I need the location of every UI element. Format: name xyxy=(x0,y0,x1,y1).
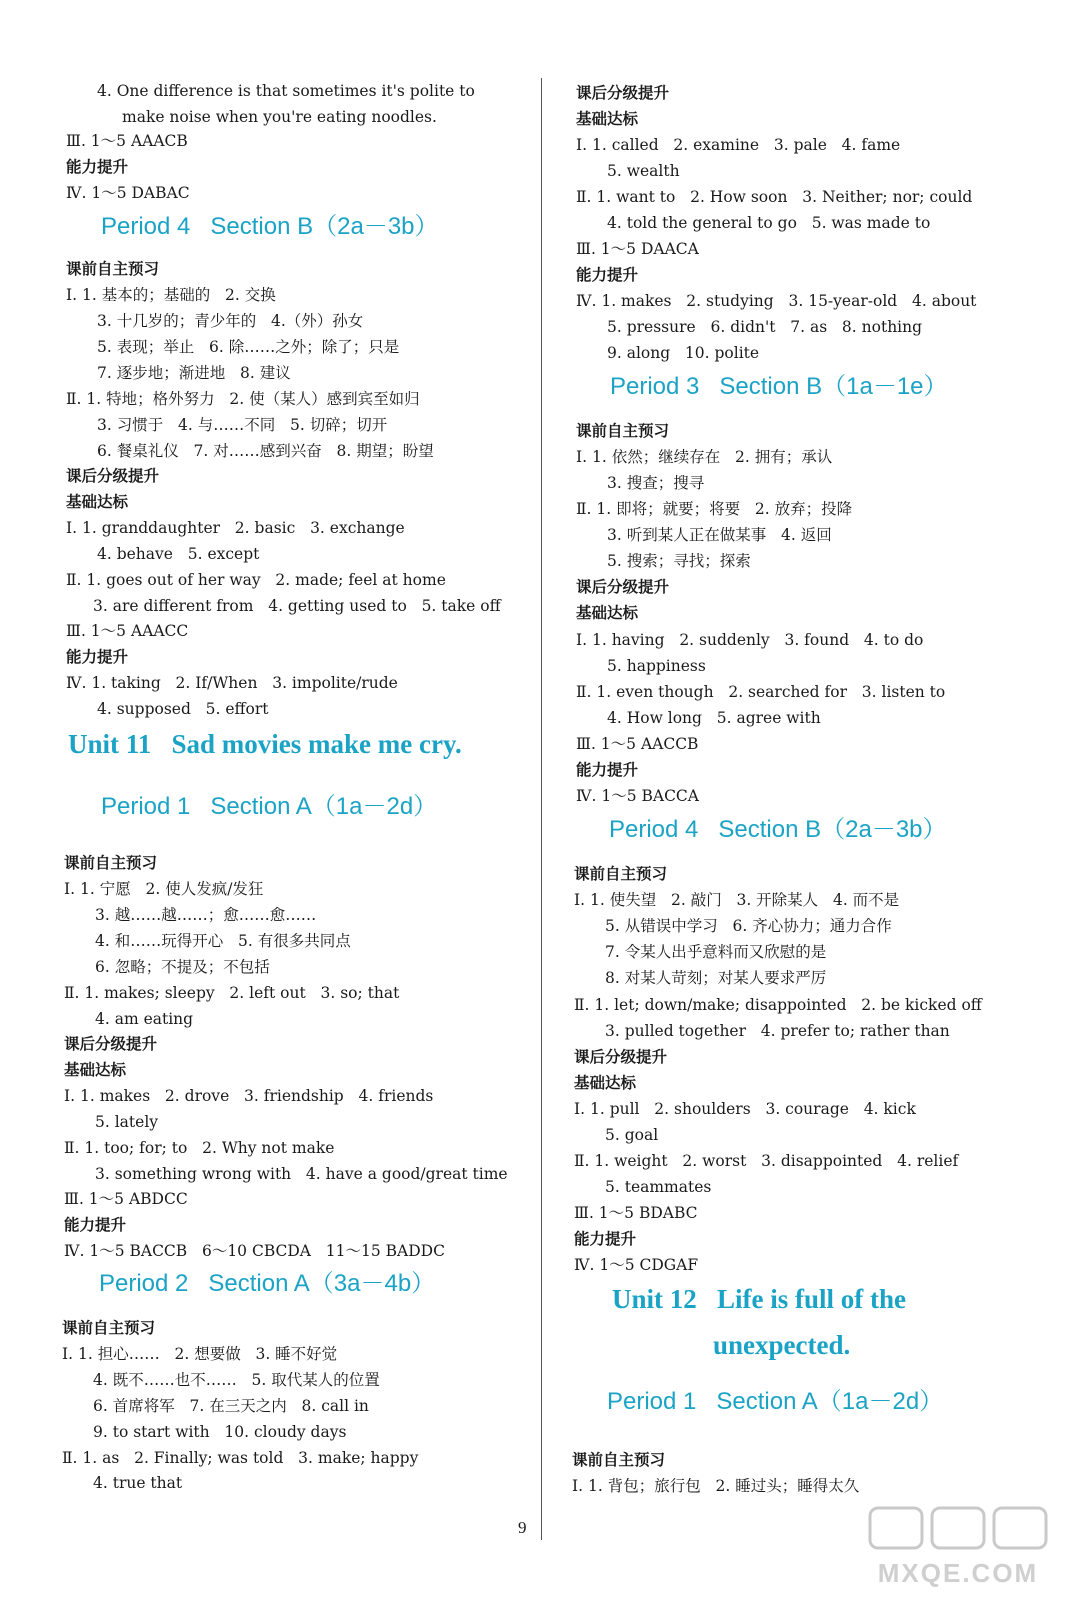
right-answer-line: Ⅲ. 1～5 BDABC xyxy=(574,1204,698,1222)
column-divider xyxy=(541,78,542,1540)
left-answer-line: Ⅱ. 1. 特地；格外努力 2. 使（某人）感到宾至如归 xyxy=(66,390,420,408)
left-answer-line: 3. 越……越……；愈……愈…… xyxy=(95,906,317,924)
right-answer-line: Ⅱ. 1. 即将；就要；将要 2. 放弃；投降 xyxy=(576,500,853,518)
left-answer-line: Ⅰ. 1. 担心…… 2. 想要做 3. 睡不好觉 xyxy=(62,1345,338,1363)
right-answer-line: 8. 对某人苛刻；对某人要求严厉 xyxy=(605,969,827,987)
left-period-title: Period 2 Section A（3a－4b） xyxy=(99,1270,436,1297)
left-answer-line: 4. behave 5. except xyxy=(97,545,260,563)
watermark-text: MXQE.COM xyxy=(877,1558,1039,1588)
left-answer-line: 7. 逐步地；渐进地 8. 建议 xyxy=(97,364,291,382)
watermark-logo xyxy=(860,1502,1056,1592)
left-answer-line: 4. 和……玩得开心 5. 有很多共同点 xyxy=(95,932,351,950)
left-section-heading: 能力提升 xyxy=(66,648,129,666)
right-answer-line: Ⅰ. 1. 依然；继续存在 2. 拥有；承认 xyxy=(576,448,833,466)
right-answer-line: Ⅰ. 1. called 2. examine 3. pale 4. fame xyxy=(576,136,901,154)
right-answer-line: 5. 搜索；寻找；探索 xyxy=(607,552,751,570)
right-answer-line: 9. along 10. polite xyxy=(607,344,760,362)
right-answer-line: 5. pressure 6. didn't 7. as 8. nothing xyxy=(607,318,923,336)
right-answer-line: 4. How long 5. agree with xyxy=(607,709,821,727)
right-section-heading: 能力提升 xyxy=(574,1230,637,1248)
left-answer-line: Ⅲ. 1～5 AAACB xyxy=(66,132,188,150)
left-answer-line: 4. true that xyxy=(93,1474,183,1492)
right-answer-line: Ⅰ. 1. 使失望 2. 敲门 3. 开除某人 4. 而不是 xyxy=(574,891,900,909)
right-section-heading: 基础达标 xyxy=(576,110,639,128)
left-unit-title: Unit 11 Sad movies make me cry. xyxy=(68,729,462,759)
left-answer-line: 3. something wrong with 4. have a good/great time xyxy=(95,1165,508,1183)
right-answer-line: 5. happiness xyxy=(607,657,706,675)
left-answer-line: 4. am eating xyxy=(95,1010,194,1028)
right-answer-line: 3. pulled together 4. prefer to; rather than xyxy=(605,1022,950,1040)
right-section-heading: 课前自主预习 xyxy=(574,865,668,883)
left-answer-line: 3. are different from 4. getting used to 5. take off xyxy=(93,597,501,615)
right-unit-title: Unit 12 Life is full of the xyxy=(612,1284,906,1314)
left-section-heading: 能力提升 xyxy=(66,158,129,176)
right-answer-line: Ⅱ. 1. weight 2. worst 3. disappointed 4. relief xyxy=(574,1152,959,1170)
right-period-title: Period 4 Section B（2a－3b） xyxy=(609,816,947,843)
right-answer-line: 5. 从错误中学习 6. 齐心协力；通力合作 xyxy=(605,917,892,935)
left-answer-line: Ⅱ. 1. too; for; to 2. Why not make xyxy=(64,1139,335,1157)
right-period-title: Period 1 Section A（1a－2d） xyxy=(607,1388,944,1415)
right-section-heading: 基础达标 xyxy=(574,1074,637,1092)
left-answer-line: Ⅰ. 1. granddaughter 2. basic 3. exchange xyxy=(66,519,405,537)
left-section-heading: 课后分级提升 xyxy=(64,1035,158,1053)
left-answer-line: 3. 习惯于 4. 与……不同 5. 切碎；切开 xyxy=(97,416,388,434)
page-number: 9 xyxy=(518,1518,527,1537)
right-answer-line: 7. 令某人出乎意料而又欣慰的是 xyxy=(605,943,827,961)
right-section-heading: 课后分级提升 xyxy=(576,84,670,102)
right-answer-line: 5. goal xyxy=(605,1126,659,1144)
right-section-heading: 能力提升 xyxy=(576,266,639,284)
left-section-heading: 课后分级提升 xyxy=(66,467,160,485)
left-answer-line: 6. 首席将军 7. 在三天之内 8. call in xyxy=(93,1397,369,1415)
left-answer-line: 6. 忽略；不提及；不包括 xyxy=(95,958,270,976)
left-section-heading: 课前自主预习 xyxy=(66,260,160,278)
right-answer-line: 3. 听到某人正在做某事 4. 返回 xyxy=(607,526,832,544)
right-answer-line: Ⅳ. 1. makes 2. studying 3. 15-year-old 4. about xyxy=(576,292,977,310)
left-section-heading: 能力提升 xyxy=(64,1216,127,1234)
left-period-title: Period 1 Section A（1a－2d） xyxy=(101,793,438,820)
right-answer-line: Ⅱ. 1. even though 2. searched for 3. listen to xyxy=(576,683,946,701)
right-answer-line: Ⅰ. 1. 背包；旅行包 2. 睡过头；睡得太久 xyxy=(572,1477,860,1495)
right-unit-title: unexpected. xyxy=(713,1330,851,1360)
right-period-title: Period 3 Section B（1a－1e） xyxy=(610,373,948,400)
right-section-heading: 课后分级提升 xyxy=(574,1048,668,1066)
right-answer-line: Ⅳ. 1～5 CDGAF xyxy=(574,1256,699,1274)
right-answer-line: 5. teammates xyxy=(605,1178,712,1196)
left-answer-line: Ⅱ. 1. makes; sleepy 2. left out 3. so; that xyxy=(64,984,400,1002)
left-answer-line: 4. 既不……也不…… 5. 取代某人的位置 xyxy=(93,1371,380,1389)
right-answer-line: Ⅲ. 1～5 AACCB xyxy=(576,735,699,753)
right-section-heading: 课后分级提升 xyxy=(576,578,670,596)
left-answer-line: Ⅳ. 1. taking 2. If/When 3. impolite/rude xyxy=(66,674,398,692)
right-answer-line: Ⅳ. 1～5 BACCA xyxy=(576,787,699,805)
left-period-title: Period 4 Section B（2a－3b） xyxy=(101,213,439,240)
right-answer-line: 3. 搜查；搜寻 xyxy=(607,474,705,492)
left-section-heading: 课前自主预习 xyxy=(62,1319,156,1337)
left-answer-line: 4. One difference is that sometimes it's polite to xyxy=(97,82,475,100)
left-answer-line: 9. to start with 10. cloudy days xyxy=(93,1423,347,1441)
left-section-heading: 基础达标 xyxy=(64,1061,127,1079)
right-section-heading: 基础达标 xyxy=(576,604,639,622)
left-answer-line: 6. 餐桌礼仪 7. 对……感到兴奋 8. 期望；盼望 xyxy=(97,442,434,460)
left-answer-line: Ⅳ. 1～5 DABAC xyxy=(66,184,190,202)
left-answer-line: Ⅰ. 1. makes 2. drove 3. friendship 4. friends xyxy=(64,1087,434,1105)
left-answer-line: Ⅳ. 1～5 BACCB 6～10 CBCDA 11～15 BADDC xyxy=(64,1242,445,1260)
left-section-heading: 基础达标 xyxy=(66,493,129,511)
left-answer-line: 3. 十几岁的；青少年的 4.（外）孙女 xyxy=(97,312,364,330)
right-section-heading: 能力提升 xyxy=(576,761,639,779)
left-section-heading: 课前自主预习 xyxy=(64,854,158,872)
left-answer-line: Ⅰ. 1. 宁愿 2. 使人发疯/发狂 xyxy=(64,880,264,898)
right-section-heading: 课前自主预习 xyxy=(572,1451,666,1469)
left-answer-line: Ⅲ. 1～5 ABDCC xyxy=(64,1190,188,1208)
right-answer-line: 5. wealth xyxy=(607,162,680,180)
left-answer-line: 5. lately xyxy=(95,1113,159,1131)
right-section-heading: 课前自主预习 xyxy=(576,422,670,440)
right-answer-line: Ⅰ. 1. pull 2. shoulders 3. courage 4. kick xyxy=(574,1100,916,1118)
right-answer-line: Ⅱ. 1. let; down/make; disappointed 2. be kicked off xyxy=(574,996,982,1014)
right-answer-line: 4. told the general to go 5. was made to xyxy=(607,214,931,232)
right-answer-line: Ⅱ. 1. want to 2. How soon 3. Neither; nor; could xyxy=(576,188,973,206)
left-answer-line: Ⅱ. 1. as 2. Finally; was told 3. make; happy xyxy=(62,1449,419,1467)
left-answer-line: 5. 表现；举止 6. 除……之外；除了；只是 xyxy=(97,338,400,356)
left-answer-line: Ⅱ. 1. goes out of her way 2. made; feel at home xyxy=(66,571,446,589)
left-answer-line: make noise when you're eating noodles. xyxy=(122,108,437,126)
left-answer-line: Ⅰ. 1. 基本的；基础的 2. 交换 xyxy=(66,286,276,304)
right-answer-line: Ⅰ. 1. having 2. suddenly 3. found 4. to do xyxy=(576,631,924,649)
right-answer-line: Ⅲ. 1～5 DAACA xyxy=(576,240,699,258)
left-answer-line: Ⅲ. 1～5 AAACC xyxy=(66,622,189,640)
left-answer-line: 4. supposed 5. effort xyxy=(97,700,269,718)
